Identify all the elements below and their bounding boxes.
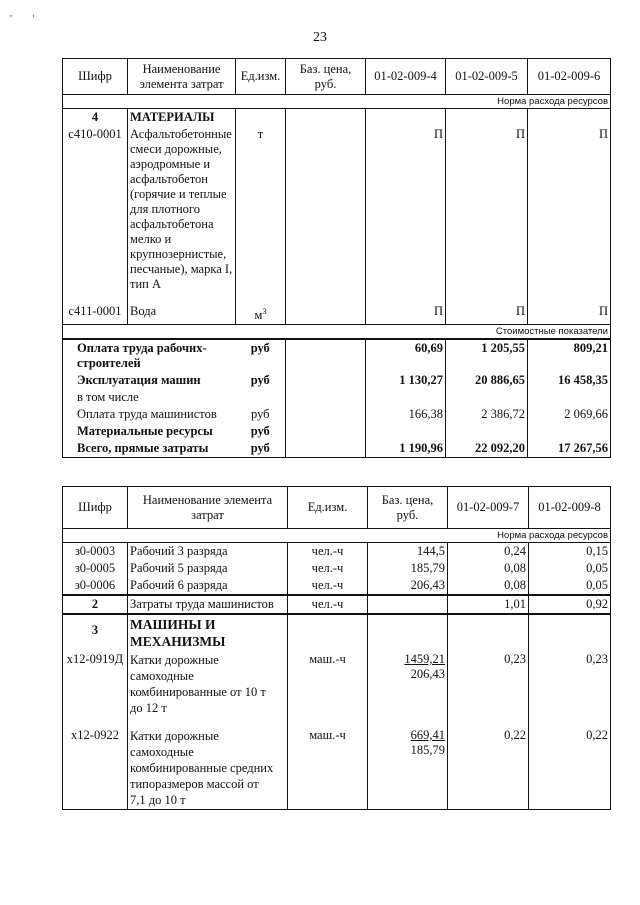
row-price: 144,5	[368, 543, 448, 561]
cost-value: 60,69	[366, 339, 446, 372]
scan-mark: '	[10, 14, 12, 25]
page-number: 23	[313, 30, 327, 45]
row-name: Катки дорожные самоходные комбинированные средних типоразмеров массой от 7,1 до 10 т	[128, 727, 288, 810]
section-code: 4	[63, 109, 128, 127]
cost-value: 2 069,66	[528, 406, 611, 423]
row-name: Рабочий 3 разряда	[128, 543, 288, 561]
row-unit: маш.-ч	[288, 651, 368, 717]
row-value: П	[528, 303, 611, 325]
col-header: Ед.изм.	[236, 59, 286, 95]
table-row	[63, 560, 611, 577]
table-row	[63, 651, 611, 717]
row-price: 185,79	[368, 560, 448, 577]
row-name: Вода	[128, 303, 236, 325]
row-value: 0,05	[529, 577, 611, 595]
row-unit: чел.-ч	[288, 560, 368, 577]
header-row	[63, 487, 611, 529]
col-header: 01-02-009-4	[366, 59, 446, 95]
row-code: 2	[63, 595, 128, 614]
resource-table-1	[62, 58, 611, 458]
col-header: Наименование элемента затрат	[128, 59, 236, 95]
row-value: 0,22	[448, 727, 529, 810]
row-value: П	[366, 126, 446, 293]
row-code: х12-0922	[63, 727, 128, 810]
cost-row	[63, 406, 611, 423]
col-header: Шифр	[63, 59, 128, 95]
table-row	[63, 727, 611, 810]
cost-row	[63, 372, 611, 389]
cost-value: 1 190,96	[366, 440, 446, 458]
row-value: П	[528, 126, 611, 293]
col-header: Ед.изм.	[288, 487, 368, 529]
band-row	[63, 325, 611, 340]
cost-name: Всего, прямые затраты	[63, 440, 236, 458]
col-header: 01-02-009-5	[446, 59, 528, 95]
cost-value: 16 458,35	[528, 372, 611, 389]
cost-value: 2 386,72	[446, 406, 528, 423]
cost-value: 166,38	[366, 406, 446, 423]
cost-unit: руб	[236, 423, 286, 440]
section-title: МАТЕРИАЛЫ	[128, 109, 236, 127]
col-header: Шифр	[63, 487, 128, 529]
cost-row	[63, 440, 611, 458]
col-header: 01-02-009-8	[529, 487, 611, 529]
col-header: 01-02-009-7	[448, 487, 529, 529]
row-code: з0-0005	[63, 560, 128, 577]
table-row	[63, 577, 611, 595]
cost-name: Эксплуатация машин	[63, 372, 236, 389]
cost-row	[63, 389, 611, 406]
cost-unit: руб	[236, 372, 286, 389]
cost-unit: руб	[236, 406, 286, 423]
section-row	[63, 614, 611, 651]
row-value: 0,08	[448, 577, 529, 595]
row-value: П	[366, 303, 446, 325]
row-price: 206,43	[368, 577, 448, 595]
row-unit: чел.-ч	[288, 543, 368, 561]
row-unit: т	[236, 126, 286, 293]
row-value: 0,23	[529, 651, 611, 717]
col-header: Наименование элемента затрат	[128, 487, 288, 529]
row-price: 669,41 185,79	[368, 727, 448, 810]
cost-name: в том числе	[63, 389, 236, 406]
table-row	[63, 126, 611, 293]
col-header: Баз. цена, руб.	[286, 59, 366, 95]
row-value: 0,22	[529, 727, 611, 810]
row-code: с410-0001	[63, 126, 128, 293]
table-row	[63, 303, 611, 325]
row-value: П	[446, 303, 528, 325]
row-name: Катки дорожные самоходные комбинированные от 10 т до 12 т	[128, 651, 288, 717]
row-value: 0,08	[448, 560, 529, 577]
section-code: 3	[63, 614, 128, 651]
row-name: Рабочий 5 разряда	[128, 560, 288, 577]
cost-name: Оплата труда рабочих- строителей	[63, 339, 236, 372]
cost-value: 809,21	[528, 339, 611, 372]
band-label: Стоимостные показатели	[63, 325, 611, 340]
row-value: 0,24	[448, 543, 529, 561]
band-row	[63, 95, 611, 109]
col-header: Баз. цена, руб.	[368, 487, 448, 529]
cost-value: 20 886,65	[446, 372, 528, 389]
row-name: Рабочий 6 разряда	[128, 577, 288, 595]
row-value: 0,15	[529, 543, 611, 561]
row-code: з0-0006	[63, 577, 128, 595]
cost-unit: руб	[236, 440, 286, 458]
cost-row	[63, 423, 611, 440]
scan-marks	[10, 14, 52, 25]
row-unit: чел.-ч	[288, 595, 368, 614]
row-value: 0,05	[529, 560, 611, 577]
row-price: 1459,21 206,43	[368, 651, 448, 717]
cost-name: Оплата труда машинистов	[63, 406, 236, 423]
band-label: Норма расхода ресурсов	[63, 95, 611, 109]
table-row	[63, 543, 611, 561]
band-row	[63, 529, 611, 543]
row-name: Асфальтобетонные смеси дорожные, аэродромные и асфальтобетон (горячие и теплые для плотного асфальтобетона мелко и крупнозернистые, песчаные), марка I, тип А	[128, 126, 236, 293]
section-title: МАШИНЫ И МЕХАНИЗМЫ	[128, 614, 288, 651]
resource-table-2	[62, 486, 611, 810]
row-unit: маш.-ч	[288, 727, 368, 810]
col-header: 01-02-009-6	[528, 59, 611, 95]
cost-value: 17 267,56	[528, 440, 611, 458]
row-unit: $м^3$	[236, 303, 286, 325]
header-row	[63, 59, 611, 95]
cost-row	[63, 339, 611, 372]
row-code: х12-0919Д	[63, 651, 128, 717]
section-row	[63, 109, 611, 127]
table-row	[63, 595, 611, 614]
row-unit: чел.-ч	[288, 577, 368, 595]
cost-value: 1 130,27	[366, 372, 446, 389]
row-code: с411-0001	[63, 303, 128, 325]
row-code: з0-0003	[63, 543, 128, 561]
cost-value: 1 205,55	[446, 339, 528, 372]
row-value: 0,23	[448, 651, 529, 717]
cost-name: Материальные ресурсы	[63, 423, 236, 440]
cost-value: 22 092,20	[446, 440, 528, 458]
row-name: Затраты труда машинистов	[128, 595, 288, 614]
row-value: П	[446, 126, 528, 293]
scan-mark: '	[32, 14, 35, 25]
cost-unit: руб	[236, 339, 286, 372]
band-label: Норма расхода ресурсов	[63, 529, 611, 543]
row-value: 0,92	[529, 595, 611, 614]
row-value: 1,01	[448, 595, 529, 614]
